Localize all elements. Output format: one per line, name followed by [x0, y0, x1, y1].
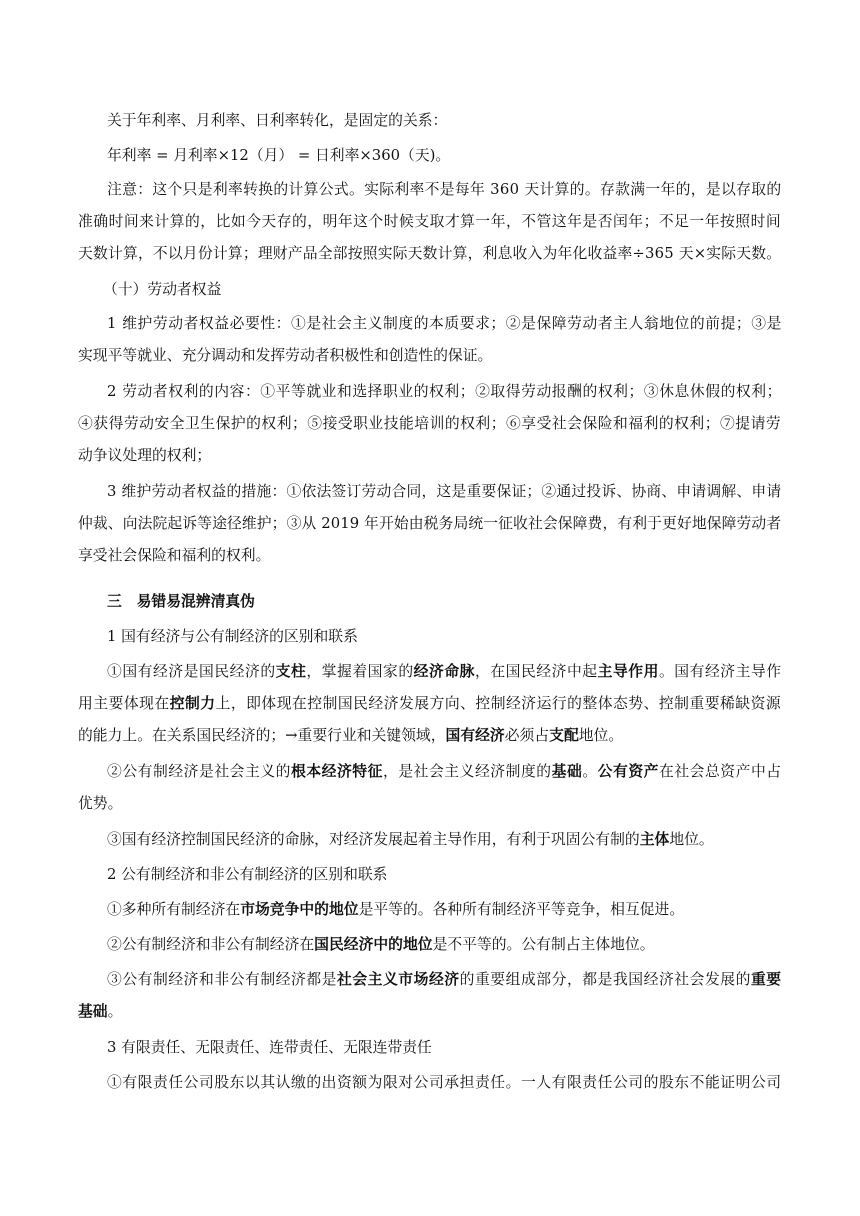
- text-line: [107, 935, 655, 955]
- text-line: [107, 830, 714, 850]
- bold-keyword: 国民经济中的地位: [314, 936, 433, 953]
- text-line: [107, 111, 447, 131]
- text-segment: ④获得劳动安全卫生保护的权利；⑤接受职业技能培训的权利；⑥享受社会保险和福利的权利；⑦提请劳: [78, 415, 782, 432]
- bold-keyword: 支配: [549, 727, 579, 744]
- text-segment: 是不平等的。公有制占主体地位。: [432, 936, 655, 953]
- text-segment: 。: [107, 1003, 123, 1020]
- text-segment: 1 国有经济与公有制经济的区别和联系: [107, 628, 358, 645]
- text-line: [78, 212, 781, 232]
- text-segment: ③公有制经济和非公有制经济都是: [107, 971, 337, 988]
- text-segment: ，在国民经济中起: [474, 663, 598, 680]
- text-segment: 天数计算，不以月份计算；理财产品全部按照实际天数计算，利息收入为年化收益率÷365 天×实际天数。: [78, 245, 782, 262]
- text-line: [107, 662, 782, 682]
- text-segment: 地位。: [578, 727, 624, 744]
- text-line: [103, 280, 221, 300]
- text-line: [107, 970, 782, 990]
- bold-keyword: 公有资产: [597, 763, 659, 780]
- text-segment: 动争议处理的权利；: [78, 447, 212, 464]
- text-segment: 2 公有制经济和非公有制经济的区别和联系: [107, 866, 388, 883]
- text-segment: ，掌握着国家的: [306, 663, 414, 680]
- text-segment: ，是社会主义经济制度的: [382, 763, 552, 780]
- text-segment: （十）劳动者权益: [103, 281, 222, 298]
- bold-keyword: 市场竞争中的地位: [240, 901, 359, 918]
- text-line: [78, 346, 492, 366]
- bold-keyword: 根本经济特征: [290, 763, 383, 780]
- text-line: [107, 146, 450, 166]
- text-line: [107, 592, 255, 612]
- text-segment: 实现平等就业、充分调动和发挥劳动者积极性和创造性的保证。: [78, 347, 493, 364]
- bold-keyword: 基础: [551, 763, 583, 780]
- text-segment: 必须占: [504, 727, 550, 744]
- bold-keyword: 社会主义市场经济: [336, 971, 460, 988]
- text-line: [78, 414, 781, 434]
- text-line: [78, 244, 781, 264]
- text-segment: 仲裁、向法院起诉等途径维护；③从 2019 年开始由税务局统一征收社会保障费，有利于更好地保障劳动者: [78, 515, 782, 532]
- bold-keyword: 主导作用: [597, 663, 659, 680]
- text-line: [107, 627, 358, 647]
- text-line: [107, 762, 782, 782]
- text-line: [78, 794, 122, 814]
- text-segment: ③国有经济控制国民经济的命脉，对经济发展起着主导作用，有利于巩固公有制的: [107, 831, 640, 848]
- text-segment: 3 维护劳动者权益的措施：①依法签订劳动合同，这是重要保证；②通过投诉、协商、申请调解、申请: [107, 483, 782, 500]
- text-segment: 地位。: [669, 831, 714, 848]
- text-segment: 。国有经济主导作: [658, 663, 782, 680]
- bold-keyword: 国有经济: [445, 727, 505, 744]
- text-segment: 注意：这个只是利率转换的计算公式。实际利率不是每年 360 天计算的。存款满一年的，是以存取的: [107, 181, 782, 198]
- text-segment: 准确时间来计算的，比如今天存的，明年这个时候支取才算一年，不管这年是否闰年；不足一年按照时间: [78, 213, 782, 230]
- bold-keyword: 重要: [750, 971, 782, 988]
- text-segment: 3 有限责任、无限责任、连带责任、无限连带责任: [107, 1039, 432, 1056]
- text-line: [107, 1038, 432, 1058]
- bold-keyword: 主体: [639, 831, 670, 848]
- text-line: [107, 482, 781, 502]
- text-line: [107, 900, 684, 920]
- text-line: [78, 726, 623, 746]
- text-segment: 。: [582, 763, 598, 780]
- text-segment: ①国有经济是国民经济的: [107, 663, 276, 680]
- text-segment: 优势。: [78, 795, 123, 812]
- text-line: [78, 514, 781, 534]
- text-line: [78, 546, 270, 566]
- bold-keyword: 经济命脉: [413, 663, 475, 680]
- text-segment: ①多种所有制经济在: [107, 901, 241, 918]
- text-segment: 用主要体现在: [78, 695, 170, 712]
- text-segment: ①有限责任公司股东以其认缴的出资额为限对公司承担责任。一人有限责任公司的股东不能证明公司: [107, 1074, 782, 1091]
- text-segment: 的能力上。在关系国民经济的；→重要行业和关键领域，: [78, 727, 446, 744]
- bold-keyword: 支柱: [275, 663, 307, 680]
- text-line: [107, 314, 782, 334]
- text-segment: 关于年利率、月利率、日利率转化，是固定的关系：: [107, 112, 448, 129]
- text-segment: 2 劳动者权利的内容：①平等就业和选择职业的权利；②取得劳动报酬的权利；③休息休假的权利；: [107, 383, 782, 400]
- text-segment: 享受社会保险和福利的权利。: [78, 547, 271, 564]
- text-line: [107, 180, 781, 200]
- text-segment: ②公有制经济是社会主义的: [107, 763, 291, 780]
- text-segment: 的重要组成部分，都是我国经济社会发展的: [459, 971, 751, 988]
- text-line: [78, 446, 211, 466]
- text-segment: ②公有制经济和非公有制经济在: [107, 936, 315, 953]
- bold-keyword: 基础: [78, 1003, 108, 1020]
- text-segment: 年利率 = 月利率×12（月） = 日利率×360（天)。: [107, 147, 451, 164]
- section-heading: 三 易错易混辨清真伪: [107, 593, 255, 610]
- text-line: [78, 1002, 122, 1022]
- text-line: [107, 1073, 782, 1093]
- text-line: [107, 865, 387, 885]
- text-line: [78, 694, 781, 714]
- bold-keyword: 控制力: [169, 695, 216, 712]
- text-segment: 在社会总资产中占: [658, 763, 782, 780]
- text-segment: 上，即体现在控制国民经济发展方向、控制经济运行的整体态势、控制重要稀缺资源: [215, 695, 782, 712]
- text-segment: 是平等的。各种所有制经济平等竞争，相互促进。: [358, 901, 685, 918]
- text-line: [107, 382, 782, 402]
- text-segment: 1 维护劳动者权益必要性：①是社会主义制度的本质要求；②是保障劳动者主人翁地位的前提；③是: [107, 315, 782, 332]
